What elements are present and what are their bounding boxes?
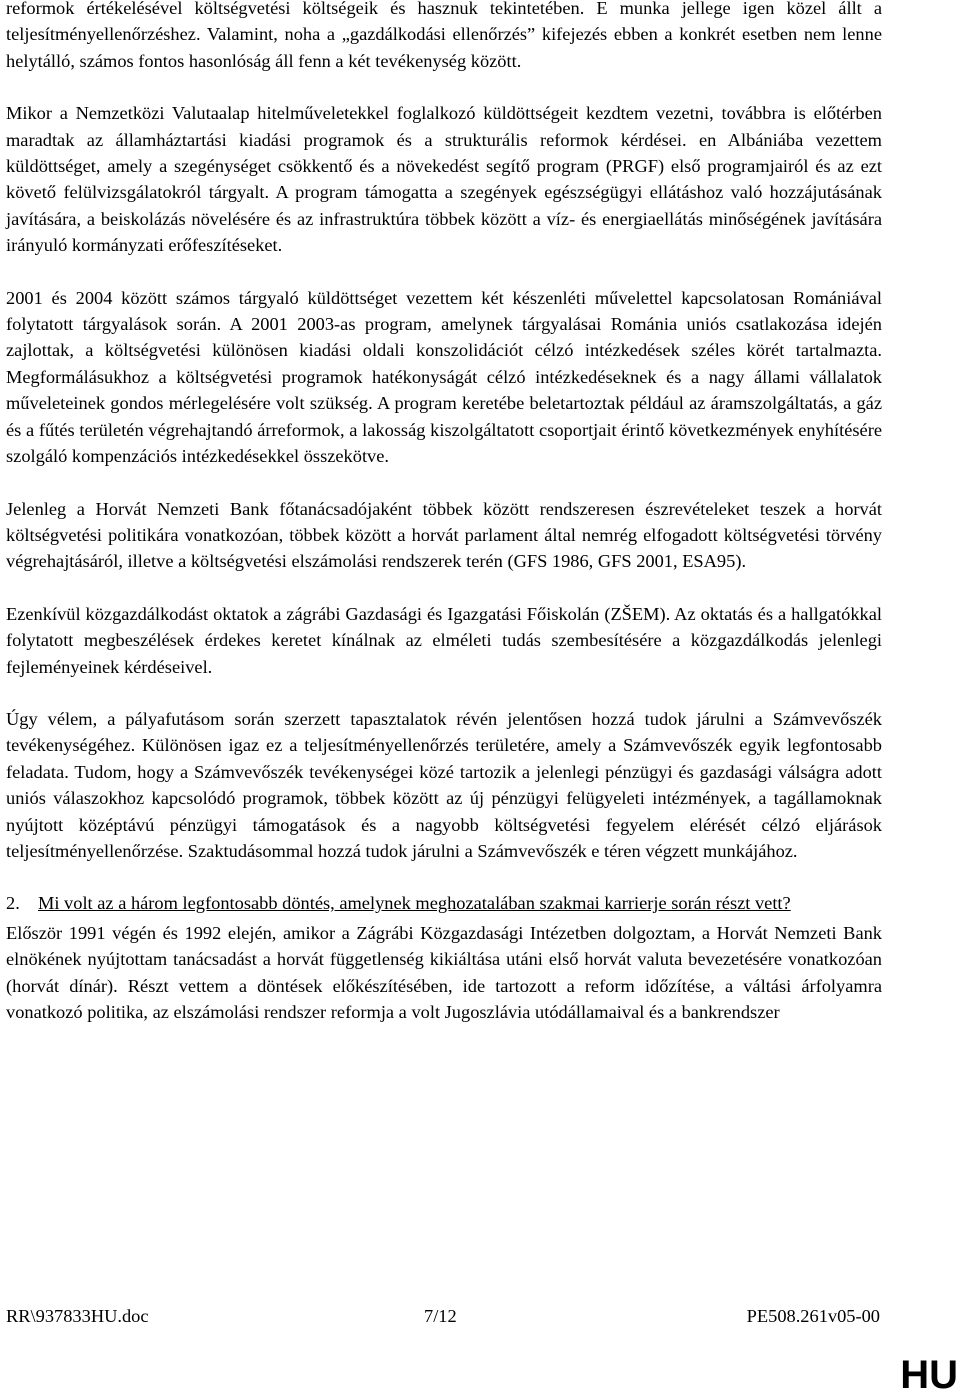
document-page <box>6 0 882 1025</box>
paragraph-teaching: Ezenkívül közgazdálkodást oktatok a zágrábi Gazdasági és Igazgatási Főiskolán (ZŠEM). Az oktatás és a hallgatókkal folytatott megbeszélések érdekes keretet kínálnak az elméleti tudás szembesítésére a közgazdálkodás jelenlegi fejleményeinek kérdéseivel. <box>6 603 882 677</box>
paragraph-court-contribution: Úgy vélem, a pályafutásom során szerzett tapasztalatok révén jelentősen hozzá tudok járulni a Számvevőszék tevékenységéhez. Különösen igaz ez a teljesítményellenőrzés területére, amely a Számvevőszék egyik legfontosabb feladata. Tudom, hogy a Számvevőszék tevékenységei közé tartozik a jelenlegi pénzügyi és gazdasági válságra adott uniós válaszokhoz kapcsolódó programok, többek között az új pénzügyi felügyeleti intézmények, a tagállamoknak nyújtott középtávú pénzügyi támogatások és a nagyobb költségvetési fegyelem elérését célzó eljárások teljesítményellenőrzése. Szaktudásommal hozzá tudok járulni a Számvevőszék e téren végzett munkájához. <box>6 708 882 861</box>
question-text: Mi volt az a három legfontosabb döntés, amelynek meghozatalában szakmai karrierje során részt vett? <box>38 893 791 914</box>
language-code: HU <box>900 1353 958 1397</box>
paragraph-reforms-evaluation: reformok értékelésével költségvetési költségeik és hasznuk tekintetében. E munka jellege igen közel állt a teljesítményellenőrzéshez. Valamint, noha a „gazdálkodási ellenőrzés” kifejezés ebben a konkrét esetben nem lenne helytálló, számos fontos hasonlóság áll fenn a két tevékenység között. <box>6 0 882 71</box>
paragraph-imf-missions: Mikor a Nemzetközi Valutaalap hitelműveletekkel foglalkozó küldöttségeit kezdtem vezetni, továbbra is előtérben maradtak az államháztartási kiadási programok és a strukturális reformok kérdései. en Albániába vezettem küldöttséget, amely a szegénységet csökkentő és a növekedést segítő program (PRGF) első programjairól és az ezt követő felülvizsgálatokról tárgyalt. A program támogatta a szegények egészségügyi ellátáshoz való hozzájutásának javítására, a beiskolázás növelésére és az infrastruktúra többek között a víz- és energiaellátás minőségének javítására irányuló kormányzati erőfeszítéseket. <box>6 103 882 256</box>
question-2 <box>6 890 882 916</box>
question-number: 2. <box>6 893 20 914</box>
answer-paragraph: Először 1991 végén és 1992 elején, amikor a Zágrábi Közgazdasági Intézetben dolgoztam, a Horvát Nemzeti Bank elnökének nyújtottam tanácsadást a horvát függetlenség kikiáltása utáni első horvát valuta bevezetésére vonatkozóan (horvát dínár). Részt vettem a döntések előkészítésében, ide tartozott a reform időzítése, a váltási árfolyamra vonatkozó politika, az elszámolási rendszer reformja a volt Jugoszlávia utódállamaival és a bankrendszer <box>6 922 882 1022</box>
footer-page-number: 7/12 <box>424 1306 457 1326</box>
page-footer <box>6 1303 880 1329</box>
paragraph-romania-negotiations: 2001 és 2004 között számos tárgyaló küldöttséget vezettem két készenléti művelettel kapcsolatosan Romániával folytatott tárgyalások során. A 2001 2003-as program, amelynek tárgyalásai Románia uniós csatlakozása idején zajlottak, a költségvetési különösen kiadási oldali konszolidációt célzó intézkedések széles körét tartalmazta. Megformálásukhoz a költségvetési programok hatékonyságát célzó intézkedéseknek és a nagy állami vállalatok műveleteinek gondos mérlegelésére volt szükség. A program keretébe beletartoztak például az áramszolgáltatás, a gáz és a fűtés területén végrehajtandó árreformok, a lakosság kiszolgáltatott csoportjait érintő következmények enyhítésére szolgáló kompenzációs intézkedésekkel összekötve. <box>6 287 882 467</box>
footer-document-reference: RR\937833HU.doc <box>6 1306 149 1326</box>
paragraph-croatian-national-bank: Jelenleg a Horvát Nemzeti Bank főtanácsadójaként többek között rendszeresen észrevételeket teszek a horvát költségvetési politikára vonatkozóan, többek között a horvát parlament által nemrég elfogadott költségvetési törvény végrehajtásáról, illetve a költségvetési elszámolási rendszerek terén (GFS 1986, GFS 2001, ESA95). <box>6 498 882 572</box>
footer-pe-reference: PE508.261v05-00 <box>746 1306 880 1326</box>
